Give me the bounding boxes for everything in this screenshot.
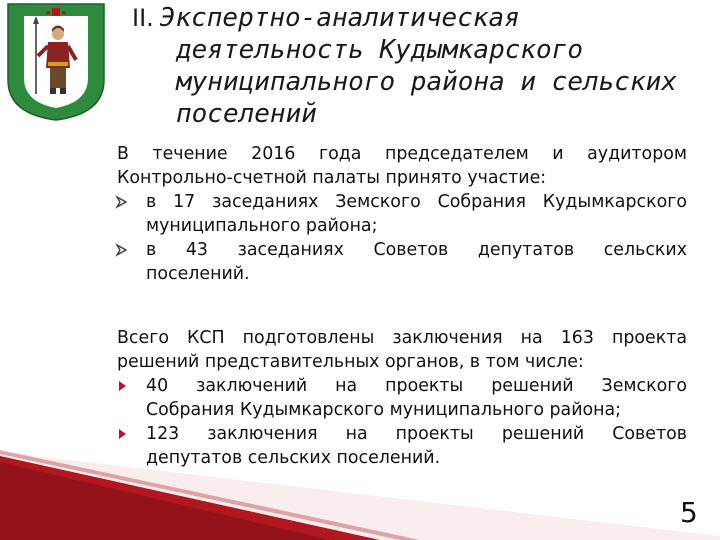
paragraph-line: Контрольно-счетной палаты принято участие:	[117, 168, 547, 188]
title-line-3: муниципального района и сельских	[176, 67, 677, 97]
list-item: 123 заключения на проекты решений Советов депутатов сельских поселений.	[117, 422, 687, 470]
coat-of-arms-icon	[6, 2, 106, 122]
list-item: 40 заключений на проекты решений Земского Собрания Кудымкарского муниципального района;	[117, 374, 687, 422]
page-number: 5	[680, 496, 698, 529]
list-item: в 17 заседаниях Земского Собрания Кудымкарского муниципального района;	[117, 190, 687, 238]
arrow-bullet-icon	[115, 190, 129, 214]
title-line-2: деятельность Кудымкарского	[176, 35, 583, 65]
decorative-ribbon	[0, 440, 720, 540]
paragraph-line: Всего КСП подготовлены заключения на 163 проекта	[117, 328, 687, 348]
slide-title	[132, 2, 712, 130]
title-line-1: II. Экспертно-аналитическая	[132, 3, 520, 33]
paragraph-participation	[117, 142, 687, 286]
title-number: II.	[132, 4, 154, 32]
title-line-4: поселений	[176, 99, 317, 129]
list-item: в 43 заседаниях Советов депутатов сельских поселений.	[117, 238, 687, 286]
paragraph-line: решений представительных органов, в том числе:	[117, 352, 584, 372]
paragraph-line: В течение 2016 года председателем и аудитором	[117, 144, 687, 164]
arrow-bullet-icon	[115, 238, 129, 262]
triangle-bullet-icon	[115, 374, 129, 398]
